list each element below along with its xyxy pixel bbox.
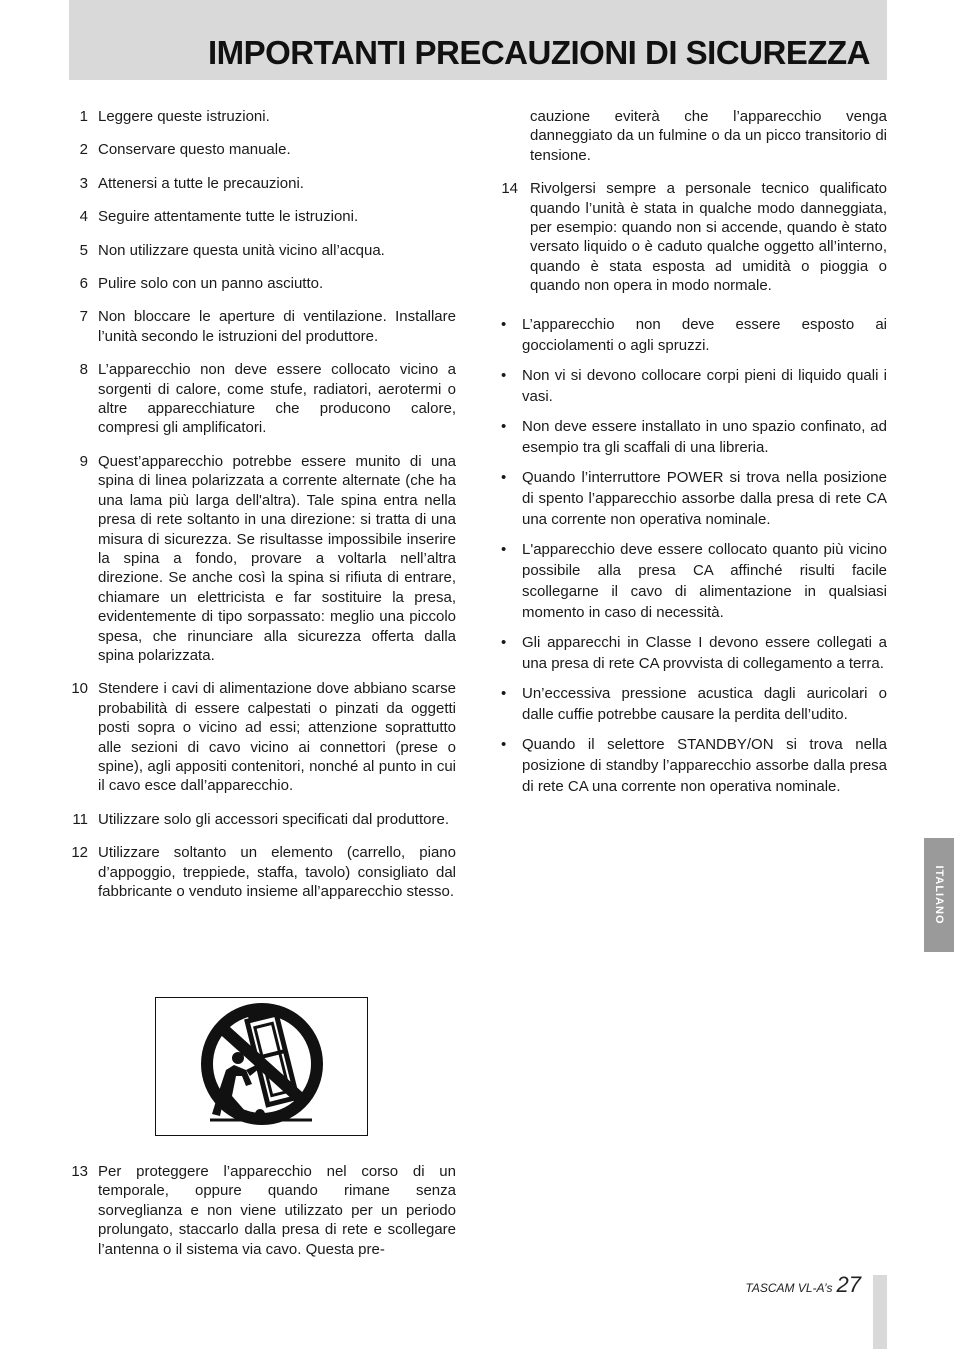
right-column bbox=[498, 107, 887, 806]
list-item: 12 Utilizzare soltanto un elemento (carrello, piano d’appoggio, treppiede, staffa, tavolo) consigliato dal fabbricante o venduto insieme all’apparecchio stesso. bbox=[71, 844, 456, 900]
footer bbox=[745, 1272, 861, 1298]
list-item: 4 Seguire attentamente tutte le istruzioni. bbox=[79, 208, 359, 226]
cart-warning-figure bbox=[155, 997, 368, 1136]
language-tab bbox=[924, 838, 954, 952]
bullet-item: • Quando il selettore STANDBY/ON si trova nella posizione di standby l’apparecchio assorbe dalla presa di rete CA una corrente non operativa nominale. bbox=[501, 735, 887, 795]
list-item: 7 Non bloccare le aperture di ventilazione. Installare l’unità secondo le istruzioni del produttore. bbox=[79, 308, 456, 345]
list-item: 6 Pulire solo con un panno asciutto. bbox=[79, 275, 324, 293]
bullet-item: • Non deve essere installato in uno spazio confinato, ad esempio tra gli scaffali di una libreria. bbox=[501, 417, 887, 456]
left-column-bottom bbox=[68, 1162, 456, 1273]
list-item: 8 L’apparecchio non deve essere collocato vicino a sorgenti di calore, come stufe, radiatori, aerotermi o altre apparecchiature che producono calore, compresi gli amplificatori. bbox=[79, 361, 456, 437]
list-item-continuation: cauzione eviterà che l’apparecchio venga danneggiato da un fulmine o da un picco transitorio di tensione. bbox=[530, 108, 887, 164]
left-column bbox=[68, 107, 456, 915]
list-item: 14 Rivolgersi sempre a personale tecnico qualificato quando l’unità è stata in qualche modo danneggiata, per esempio: quando non si accende, quando è stato versato liquido o è caduto qualche oggetto all’interno, quando è stata esposta ad umidità o pioggia o quando non opera in modo normale. bbox=[501, 180, 887, 295]
bullet-item: • Un’eccessiva pressione acustica dagli auricolari o dalle cuffie potrebbe causare la perdita dell’udito. bbox=[501, 684, 887, 723]
list-item: 9 Quest’apparecchio potrebbe essere munito di una spina di linea polarizzata a corrente alternate (che ha una lama più larga dell'altra). Tale spina entra nella presa di rete soltanto in una direzione: si tratta di una misura di sicurezza. Se risultasse impossibile inserire la spina a fondo, provare a voltarla nell’altra direzione. Se anche così la spina si rifiuta di entrare, chiamare un elettricista e far sostituire la presa, evidentemente di tipo sorpassato: meglio una piccolo spesa, che rinunciare alla sicurezza offerta dalla spina polarizzata. bbox=[79, 452, 456, 664]
page-number: 27 bbox=[836, 1272, 861, 1297]
list-item: 3 Attenersi a tutte le precauzioni. bbox=[79, 174, 304, 192]
header-bar bbox=[69, 0, 887, 80]
list-item: 2 Conservare questo manuale. bbox=[79, 141, 291, 159]
language-tab-label: ITALIANO bbox=[933, 865, 945, 925]
bullet-item: • Quando l’interruttore POWER si trova nella posizione di spento l’apparecchio assorbe dalla presa di rete CA una corrente non operativa nominale. bbox=[501, 468, 887, 528]
footer-brand: TASCAM VL-A’s bbox=[745, 1281, 833, 1295]
list-item: 11 Utilizzare solo gli accessori specificati dal produttore. bbox=[72, 810, 449, 828]
bullet-item: • Non vi si devono collocare corpi pieni di liquido quali i vasi. bbox=[501, 366, 887, 405]
list-item: 5 Non utilizzare questa unità vicino all’acqua. bbox=[79, 241, 385, 259]
footer-bar bbox=[873, 1275, 887, 1349]
bullet-item: • Gli apparecchi in Classe I devono essere collegati a una presa di rete CA provvista di collegamento a terra. bbox=[501, 633, 887, 672]
list-item: 1 Leggere queste istruzioni. bbox=[79, 108, 270, 125]
bullet-item: • L'apparecchio deve essere collocato quanto più vicino possibile alla presa CA affinché risulti facile scollegarne il cavo di alimentazione in qualsiasi momento in caso di necessità. bbox=[501, 540, 887, 621]
list-item: 13 Per proteggere l’apparecchio nel corso di un temporale, oppure quando rimane senza sorveglianza e non viene utilizzato per un periodo prolungato, staccarlo dalla presa di rete e scollegare l’antenna o il sistema via cavo. Questa pre- bbox=[71, 1163, 456, 1258]
bullet-item: • L’apparecchio non deve essere esposto ai gocciolamenti o agli spruzzi. bbox=[501, 315, 887, 354]
cart-tip-over-warning-icon bbox=[200, 1002, 324, 1130]
page-title: IMPORTANTI PRECAUZIONI DI SICUREZZA bbox=[207, 34, 870, 71]
list-item: 10 Stendere i cavi di alimentazione dove abbiano scarse probabilità di essere calpestati o pinzati da oggetti posti sopra o vicino ad essi; attenzione soprattutto alle sezioni di cavo vicino ai connettori (prese o spine), agli appositi contenitori, nonché al punto in cui il cavo esce dall’apparecchio. bbox=[71, 680, 456, 795]
